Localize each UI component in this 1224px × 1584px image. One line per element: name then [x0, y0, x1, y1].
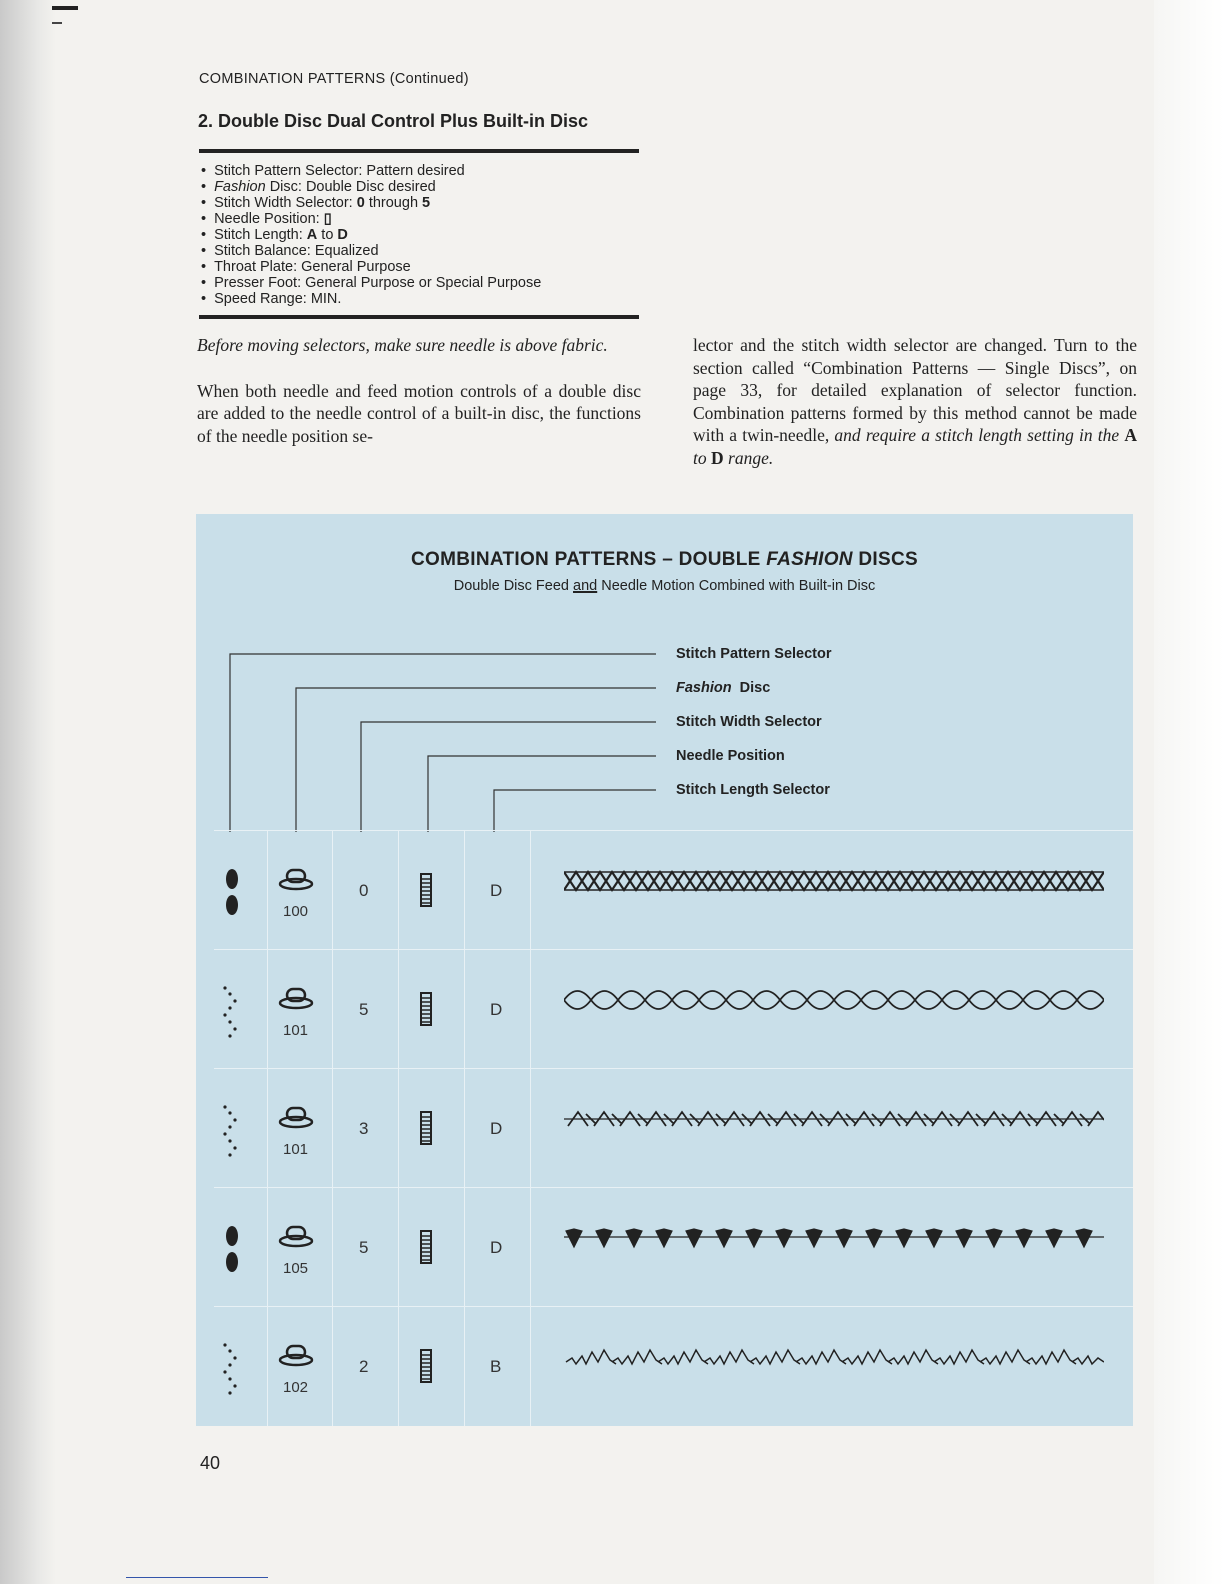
spec-item: • Stitch Pattern Selector: Pattern desired: [201, 163, 639, 179]
arrow-band: [564, 1104, 1104, 1134]
zigzag-dots-icon: [222, 1103, 238, 1159]
panel-title: COMBINATION PATTERNS – DOUBLE FASHION DISCS: [411, 549, 918, 570]
needle-position-icon: [420, 992, 432, 1026]
scan-mark-small: [52, 22, 62, 24]
disc-icon: [278, 867, 314, 891]
page-number: 40: [200, 1453, 221, 1473]
page-edge: [1154, 0, 1224, 1584]
zigzag-dots-icon: [222, 1341, 238, 1397]
table-row: [214, 1306, 1133, 1426]
table-row: [214, 1187, 1133, 1307]
disc-icon: [278, 1343, 314, 1367]
caution-text: Before moving selectors, make sure needle is above fabric.: [197, 335, 608, 355]
leader-lines: [196, 514, 1133, 834]
body-paragraph-2: lector and the stitch width selector are changed. Turn to the section called “Combination Patterns — Single Discs”, on page 33, for detailed explanation of selector function. Combination patterns formed by this method cannot be made with a twin-needle, and require a stitch length setting in the A to D range.: [693, 335, 1137, 468]
body-paragraph-1: When both needle and feed motion controls of a double disc are added to the needle control of a built-in disc, the functions of the needle position se-: [197, 380, 641, 446]
spec-item: • Stitch Balance: Equalized: [201, 243, 639, 259]
section-label: COMBINATION PATTERNS (Continued): [199, 71, 469, 87]
leader-label-stitch-pattern: Stitch Pattern Selector: [676, 646, 832, 662]
stitch-length-value: D: [490, 1000, 503, 1019]
table-row: [214, 1068, 1133, 1188]
cross-stitch-band: [564, 866, 1104, 896]
spec-item: • Stitch Length: A to D: [201, 227, 639, 243]
body-column-right: [693, 334, 1137, 492]
stitch-length-value: D: [490, 1238, 503, 1257]
needle-position-icon: [420, 1349, 432, 1383]
leaf-band: [564, 1342, 1104, 1372]
stitch-width-value: 5: [359, 1238, 369, 1257]
stitch-length-value: D: [490, 881, 503, 900]
stitch-width-value: 5: [359, 1000, 369, 1019]
combination-patterns-panel: [196, 514, 1133, 1426]
needle-position-icon: [420, 1230, 432, 1264]
disc-number: 105: [283, 1260, 309, 1277]
table-row: [214, 830, 1133, 950]
spec-item: • Presser Foot: General Purpose or Special Purpose: [201, 275, 639, 291]
section-title: 2. Double Disc Dual Control Plus Built-in Disc: [198, 111, 589, 131]
spec-box: [199, 149, 639, 319]
disc-number: 101: [283, 1141, 309, 1158]
wave-band: [564, 985, 1104, 1015]
disc-icon: [278, 1105, 314, 1129]
body-column-left: [197, 334, 641, 470]
panel-subtitle: Double Disc Feed and Needle Motion Combined with Built-in Disc: [453, 578, 876, 594]
stitch-length-value: D: [490, 1119, 503, 1138]
zigzag-dots-icon: [222, 984, 238, 1040]
disc-number: 100: [283, 903, 309, 920]
scan-artifact-line: [126, 1577, 268, 1578]
disc-icon: [278, 986, 314, 1010]
heart-band: [564, 1223, 1104, 1253]
dots-icon: [222, 867, 242, 917]
page-binding-shadow: [0, 0, 56, 1584]
spec-item: • Needle Position: ▯: [201, 211, 639, 227]
spec-item: • Speed Range: MIN.: [201, 291, 639, 307]
pattern-table: [214, 830, 1133, 1426]
spec-item: • Throat Plate: General Purpose: [201, 259, 639, 275]
spec-item: • Stitch Width Selector: 0 through 5: [201, 195, 639, 211]
leader-label-stitch-length: Stitch Length Selector: [676, 782, 830, 798]
disc-icon: [278, 1224, 314, 1248]
leader-label-stitch-width: Stitch Width Selector: [676, 714, 822, 730]
stitch-width-value: 0: [359, 881, 369, 900]
leader-label-fashion-disc: Fashion Disc: [676, 680, 771, 696]
stitch-length-value: B: [490, 1357, 502, 1376]
needle-position-icon: [420, 1111, 432, 1145]
stitch-width-value: 3: [359, 1119, 369, 1138]
spec-list: [199, 153, 639, 307]
table-row: [214, 949, 1133, 1069]
disc-number: 101: [283, 1022, 309, 1039]
disc-number: 102: [283, 1379, 309, 1396]
spec-item: • Fashion Disc: Double Disc desired: [201, 179, 639, 195]
leader-label-needle-position: Needle Position: [676, 748, 785, 764]
stitch-width-value: 2: [359, 1357, 369, 1376]
scan-mark: [52, 6, 78, 10]
dots-icon: [222, 1224, 242, 1274]
needle-position-icon: [420, 873, 432, 907]
